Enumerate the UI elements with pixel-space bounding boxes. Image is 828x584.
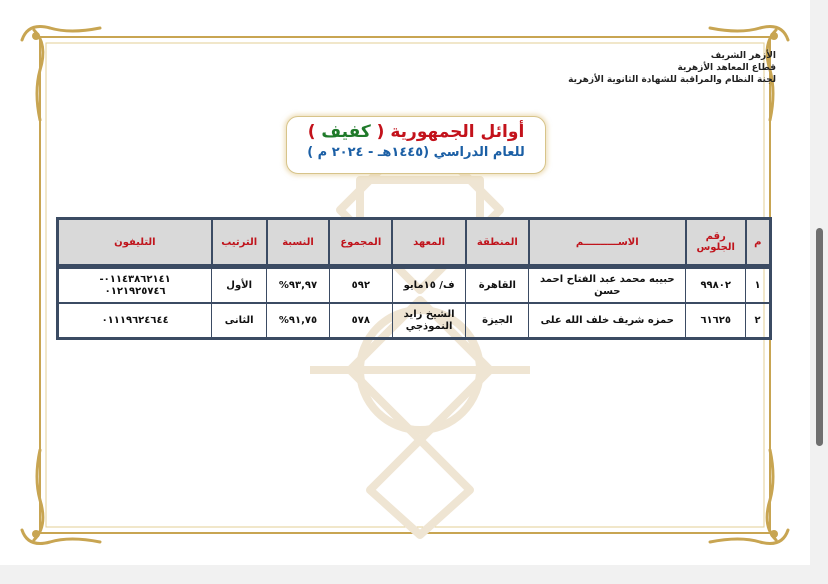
title-prefix: أوائل الجمهورية bbox=[390, 122, 525, 142]
title-close-paren: ) bbox=[307, 122, 316, 142]
academic-year: للعام الدراسي (١٤٤٥هـ - ٢٠٢٤ م ) bbox=[307, 145, 525, 160]
cell-institute: الشيخ زايد النموذجي bbox=[392, 303, 466, 339]
header-phone: التليفون bbox=[58, 219, 212, 267]
header-rank: الترتيب bbox=[212, 219, 267, 267]
cell-seat: ٦١٦٢٥ bbox=[686, 303, 746, 339]
table-header-row bbox=[58, 219, 771, 267]
cell-percent: ٩١,٧٥% bbox=[267, 303, 330, 339]
header-institute: المعهد bbox=[392, 219, 466, 267]
phone-line-1: ٠١١١٩٦٢٤٦٤٤ bbox=[101, 314, 169, 326]
phone-line-2: ٠١٢١٩٢٥٧٤٦ bbox=[104, 285, 166, 297]
cell-seat: ٩٩٨٠٢ bbox=[686, 267, 746, 304]
table-row bbox=[58, 303, 771, 339]
cell-rank: الأول bbox=[212, 267, 267, 304]
cell-percent: ٩٣,٩٧% bbox=[267, 267, 330, 304]
cell-region: القاهرة bbox=[466, 267, 529, 304]
cell-rank: الثانى bbox=[212, 303, 267, 339]
title-box bbox=[286, 116, 546, 174]
title-open-paren: ( bbox=[376, 122, 385, 142]
cell-total: ٥٧٨ bbox=[329, 303, 392, 339]
org-line-3: لجنة النظام والمراقبة للشهادة الثانوية الأزهرية bbox=[568, 75, 776, 85]
cell-institute: ف/ ١٥مايو bbox=[392, 267, 466, 304]
cell-total: ٥٩٢ bbox=[329, 267, 392, 304]
cell-phone bbox=[58, 267, 212, 304]
cell-region: الجيزة bbox=[466, 303, 529, 339]
org-line-2: قطاع المعاهد الأزهرية bbox=[677, 63, 776, 73]
org-line-1: الأزهر الشريف bbox=[710, 51, 776, 61]
cell-name: حمزه شريف خلف الله على bbox=[529, 303, 686, 339]
cell-num: ٢ bbox=[746, 303, 771, 339]
results-table bbox=[56, 217, 772, 340]
cell-name: حبيبه محمد عبد الفتاح احمد حسن bbox=[529, 267, 686, 304]
header-percent: النسبة bbox=[267, 219, 330, 267]
phone-line-1: ٠١١٤٣٨٦٢١٤١- bbox=[99, 273, 171, 285]
header-name: الاســــــــــم bbox=[529, 219, 686, 267]
organization-header bbox=[568, 50, 776, 86]
header-num: م bbox=[746, 219, 771, 267]
cell-phone bbox=[58, 303, 212, 339]
header-seat: رقم الجلوس bbox=[686, 219, 746, 267]
cell-num: ١ bbox=[746, 267, 771, 304]
header-total: المجموع bbox=[329, 219, 392, 267]
vertical-scrollbar[interactable] bbox=[816, 228, 823, 446]
table-row bbox=[58, 267, 771, 304]
title-category: كفيف bbox=[321, 122, 371, 142]
header-region: المنطقة bbox=[466, 219, 529, 267]
main-title bbox=[287, 121, 545, 143]
